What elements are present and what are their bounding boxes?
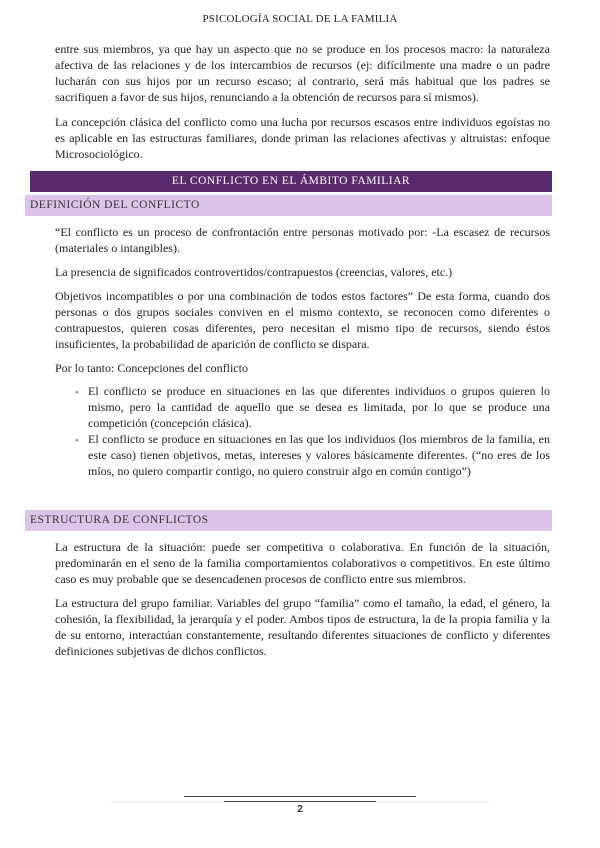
list-item (55, 431, 550, 479)
structure-paragraph-2: La estructura del grupo familiar. Variables del grupo “familia” como el tamaño, la edad, el género, la cohesión, la flexibilidad, la jerarquía y el poder. Ambos tipos de estructura, la de la propia familia y la de su entorno, interactúan constantemente, resultando diferentes situaciones de conflicto y diferentes definiciones subjetivas de dichos conflictos. (55, 596, 550, 658)
list-item-text: El conflicto se produce en situaciones en las que los individuos (los miembros de la familia, en este caso) tienen objetivos, metas, intereses y valores básicamente diferentes. (“no eres de los míos, no quiero compartir contigo, no quiero construir algo en común contigo”) (88, 432, 550, 478)
footer-line (224, 801, 376, 802)
subheading-definicion: DEFINICIÓN DEL CONFLICTO (25, 195, 552, 216)
section-banner: EL CONFLICTO EN EL ÁMBITO FAMILIAR (30, 171, 552, 192)
dash-bullet: - (75, 432, 79, 446)
intro-paragraph-2: La concepción clásica del conflicto como una lucha por recursos escasos entre individuos egoístas no es aplicable en las estructuras familiares, donde priman las relaciones afectivas y altruistas: enfoque Microsociológico. (55, 115, 550, 161)
definition-paragraph-4: Por lo tanto: Concepciones del conflicto (55, 361, 248, 375)
definition-paragraph-1: “El conflicto es un proceso de confrontación entre personas motivado por: -La escasez de recursos (materiales o intangibles). (55, 225, 550, 255)
list-item (55, 383, 550, 431)
definition-paragraph-2: La presencia de significados controvertidos/contrapuestos (creencias, valores, etc.) (55, 265, 453, 279)
list-item-text: El conflicto se produce en situaciones en las que diferentes individuos o grupos quieren lo mismo, pero la cantidad de aquello que se desea es limitada, por lo que se produce una competición (concepción clásica). (88, 384, 550, 430)
structure-paragraph-1: La estructura de la situación: puede ser competitiva o colaborativa. En función de la situación, predominarán en el seno de la familia comportamientos colaborativos o competitivos. En este último caso es muy probable que se desencadenen procesos de conflicto entre sus miembros. (55, 540, 550, 586)
dash-bullet: - (75, 384, 79, 398)
subheading-estructura: ESTRUCTURA DE CONFLICTOS (25, 510, 552, 531)
page-number: 2 (297, 804, 303, 815)
intro-paragraph-1: entre sus miembros, ya que hay un aspecto que no se produce en los procesos macro: la naturaleza afectiva de las relaciones y de los intercambios de recursos (ej: difícilmente una madre o un padre lucharán con sus hijos por un recurso escaso; al contrario, será más habitual que los padres se sacrifiquen a favor de sus hijos, renunciando a la obtención de recursos para sí mismos). (55, 42, 550, 104)
conflict-conceptions-list (55, 383, 550, 479)
page-body (30, 41, 550, 659)
footer-line (184, 796, 416, 797)
page-header: PSICOLOGÍA SOCIAL DE LA FAMILIA (202, 13, 398, 25)
definition-paragraph-3: Objetivos incompatibles o por una combinación de todos estos factores” De esta forma, cuando dos personas o dos grupos sociales conviven en el mismo contexto, se reconocen como diferentes o contrapuestos, quieren cosas diferentes, pero necesitan el mismo tipo de recursos, siendo éstos insuficientes, la probabilidad de aparición de conflicto se dispara. (55, 289, 550, 351)
